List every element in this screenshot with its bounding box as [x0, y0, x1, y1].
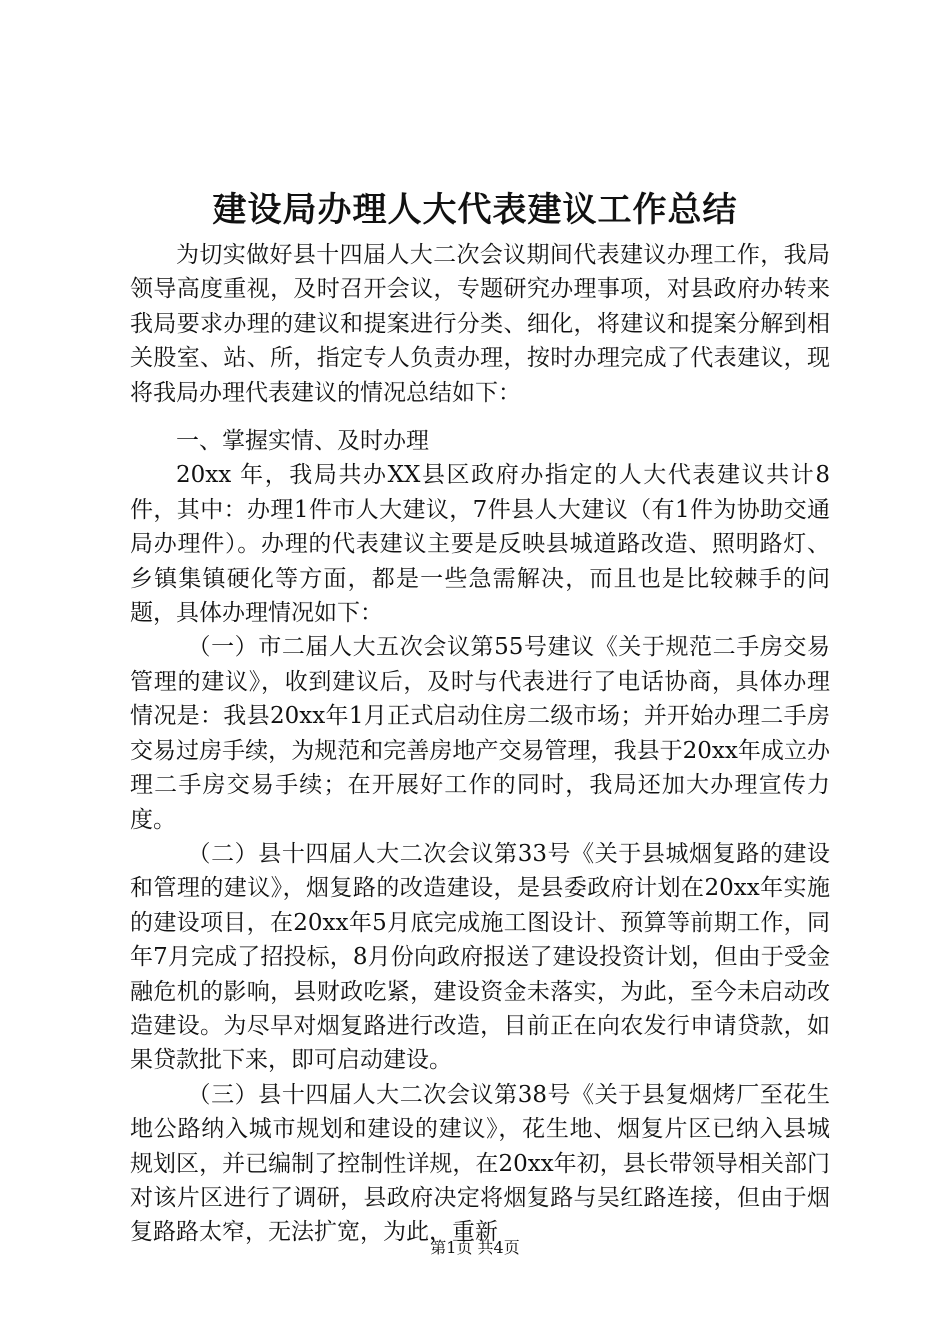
page-number: 第1页 共4页: [430, 1238, 520, 1257]
item-paragraph-2: （二）县十四届人大二次会议第33号《关于县城烟复路的建设和管理的建议》，烟复路的改造建设，是县委政府计划在20xx年实施的建设项目，在20xx年5月底完成施工图设计、预算等前期工作，同年7月完成了招投标，8月份向政府报送了建设投资计划，但由于受金融危机的影响，县财政吃紧，建设资金未落实，为此，至今未启动改造建设。为尽早对烟复路进行改造，目前正在向农发行申请贷款，如果贷款批下来，即可启动建设。: [130, 840, 830, 1074]
intro-paragraph: 为切实做好县十四届人大二次会议期间代表建议办理工作，我局领导高度重视，及时召开会议，专题研究办理事项，对县政府办转来我局要求办理的建议和提案进行分类、细化，将建议和提案分解到相关股室、站、所，指定专人负责办理，按时办理完成了代表建议，现将我局办理代表建议的情况总结如下：: [130, 242, 830, 406]
document-title: 建设局办理人大代表建议工作总结: [212, 190, 738, 230]
document-body: [130, 238, 830, 1250]
item-paragraph-3: （三）县十四届人大二次会议第38号《关于县复烟烤厂至花生地公路纳入城市规划和建设的建议》，花生地、烟复片区已纳入县城规划区，并已编制了控制性详规，在20xx年初，县长带领导相关部门对该片区进行了调研，县政府决定将烟复路与吴红路连接，但由于烟复路路太窄，无法扩宽，为此，重新: [130, 1081, 830, 1246]
paragraph-gap: [130, 410, 830, 424]
section-heading: 一、掌握实情、及时办理: [176, 428, 429, 455]
item-paragraph-1: （一）市二届人大五次会议第55号建议《关于规范二手房交易管理的建议》，收到建议后，及时与代表进行了电话协商，具体办理情况是：我县20xx年1月正式启动住房二级市场；并开始办理二手房交易过房手续，为规范和完善房地产交易管理，我县于20xx年成立办理二手房交易手续；在开展好工作的同时，我局还加大办理宣传力度。: [130, 634, 830, 833]
section-paragraph: 20xx 年，我局共办XX县区政府办指定的人大代表建议共计8件，其中：办理1件市人大建议，7件县人大建议（有1件为协助交通局办理件）。办理的代表建议主要是反映县城道路改造、照明路灯、乡镇集镇硬化等方面，都是一些急需解决，而且也是比较棘手的问题，具体办理情况如下：: [130, 462, 830, 627]
